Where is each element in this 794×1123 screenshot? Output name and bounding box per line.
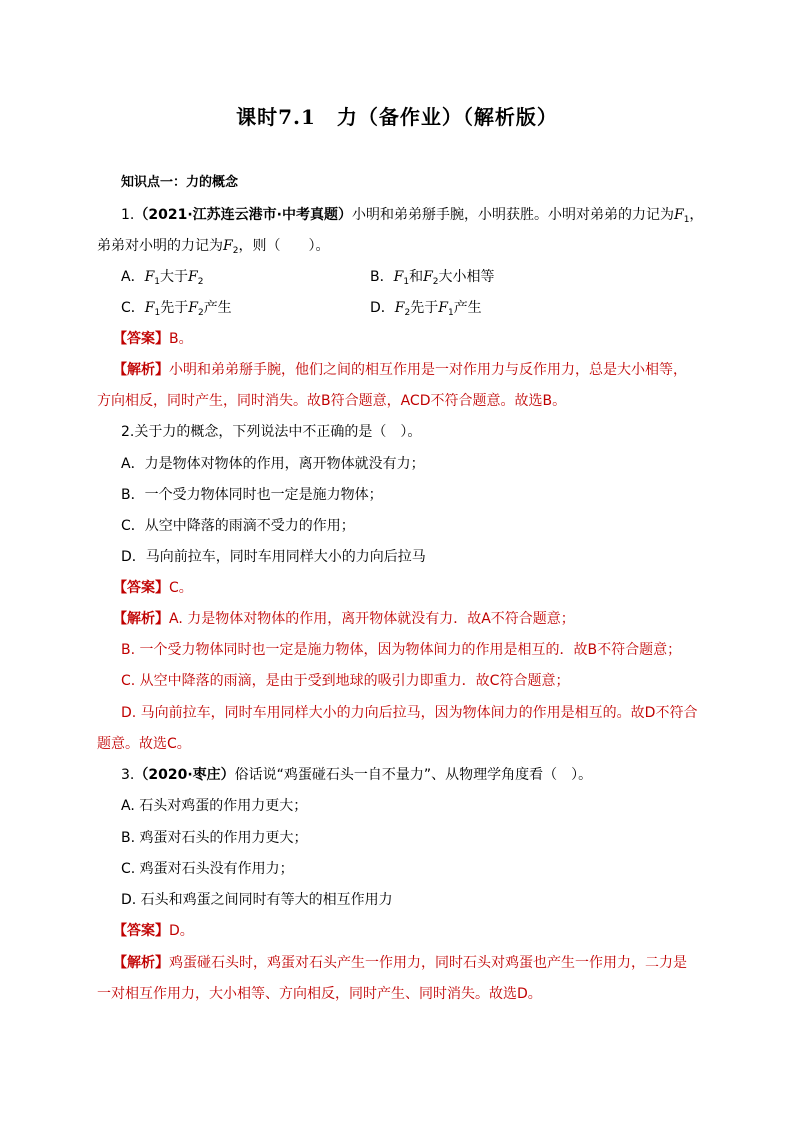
q3-option-c: C. 鸡蛋对石头没有作用力； [121,861,294,877]
q3-source: （2020·枣庄） [134,767,235,783]
q3-option-d: D. 石头和鸡蛋之间同时有等大的相互作用力 [121,892,393,908]
q1-option-b: B．$F_1$和$F_2$大小相等 [370,269,495,287]
q1-option-d: D．$F_2$先于$F_1$产生 [370,300,482,318]
q2-analysis-d-line2: 题意。故选C。 [97,736,191,752]
q1-option-c: C．$F_1$先于$F_2$产生 [121,300,232,318]
q1-stem-line1: 1.（2021·江苏连云港市·中考真题）小明和弟弟掰手腕，小明获胜。小明对弟弟的力记为$F_1$， [121,207,704,225]
q3-analysis-line1: 【解析】鸡蛋碰石头时，鸡蛋对石头产生一作用力，同时石头对鸡蛋也产生一作用力，二力是 [113,955,687,971]
q2-analysis-c: C. 从空中降落的雨滴，是由于受到地球的吸引力即重力．故C符合题意； [121,673,570,689]
q2-answer: 【答案】C。 [113,580,193,596]
q2-analysis-b: B. 一个受力物体同时也一定是施力物体，因为物体间力的作用是相互的．故B不符合题意； [121,642,682,658]
q1-option-a: A．$F_1$大于$F_2$ [121,269,204,287]
q3-option-b: B. 鸡蛋对石头的作用力更大； [121,830,308,846]
q1-analysis-line1: 【解析】小明和弟弟掰手腕，他们之间的相互作用是一对作用力与反作用力，总是大小相等， [113,362,687,378]
q1-stem-line2: 弟弟对小明的力记为$F_2$，则（ ）。 [97,238,330,256]
section-heading: 知识点一：力的概念 [121,175,239,190]
q2-option-a: A．力是物体对物体的作用，离开物体就没有力； [121,456,425,472]
q3-analysis-line2: 一对相互作用力，大小相等、方向相反，同时产生、同时消失。故选D。 [97,986,542,1002]
q3-stem: 3.（2020·枣庄）俗话说“鸡蛋碰石头一自不量力”、从物理学角度看（ ）。 [121,767,593,783]
q2-stem: 2.关于力的概念，下列说法中不正确的是（ ）。 [121,424,422,440]
q2-option-c: C．从空中降落的雨滴不受力的作用； [121,518,355,534]
q3-option-a: A. 石头对鸡蛋的作用力更大； [121,798,308,814]
q1-answer: 【答案】B。 [113,331,193,347]
q2-analysis-a: 【解析】A. 力是物体对物体的作用，离开物体就没有力．故A不符合题意； [113,611,575,627]
q3-answer: 【答案】D。 [113,923,194,939]
page-title: 课时7.1 力（备作业）（解析版） [236,105,558,129]
q1-source: （2021·江苏连云港市·中考真题） [134,207,352,223]
q2-analysis-d-line1: D. 马向前拉车，同时车用同样大小的力向后拉马，因为物体间力的作用是相互的。故D不符合 [121,705,698,721]
q2-option-b: B．一个受力物体同时也一定是施力物体； [121,487,383,503]
q2-option-d: D．马向前拉车，同时车用同样大小的力向后拉马 [121,549,426,565]
q1-analysis-line2: 方向相反，同时产生，同时消失。故B符合题意，ACD不符合题意。故选B。 [97,393,567,409]
